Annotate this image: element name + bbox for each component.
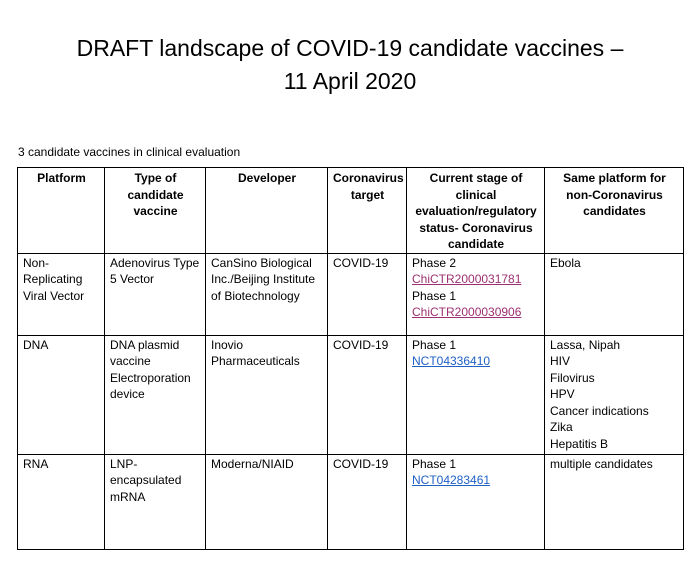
document-title [0, 32, 700, 98]
cell-platform: RNA [18, 454, 105, 549]
platform-candidate: multiple candidates [550, 456, 653, 471]
platform-candidate: Cancer indications [550, 403, 649, 418]
trial-link[interactable]: ChiCTR2000031781 [412, 272, 522, 286]
platform-candidate: Zika [550, 420, 573, 434]
cell-stage [407, 454, 545, 549]
platform-candidate: HPV [550, 387, 575, 401]
table-row [18, 335, 684, 454]
stage-phase: Phase 1 [412, 337, 457, 352]
table-caption: 3 candidate vaccines in clinical evaluation [18, 145, 241, 159]
header-developer: Developer [206, 168, 328, 254]
cell-developer: CanSino Biological Inc./Beijing Institute of Biotechnology [206, 253, 328, 335]
trial-link[interactable]: ChiCTR2000030906 [412, 305, 522, 319]
header-stage: Current stage of clinical evaluation/regulatory status- Coronavirus candidate [407, 168, 545, 254]
platform-candidate: Filovirus [550, 370, 595, 385]
cell-platform: DNA [18, 335, 105, 454]
title-line-1: DRAFT landscape of COVID-19 candidate vaccines – [76, 35, 624, 61]
cell-same-platform [545, 335, 684, 454]
stage-phase: Phase 2 [412, 255, 457, 270]
table-row [18, 253, 684, 335]
platform-candidate: HIV [550, 354, 571, 368]
header-type: Type of candidate vaccine [105, 168, 206, 254]
header-same-platform: Same platform for non-Coronavirus candidates [545, 168, 684, 254]
stage-phase: Phase 1 [412, 456, 457, 471]
trial-link[interactable]: NCT04283461 [412, 473, 491, 487]
platform-candidate: Lassa, Nipah [550, 337, 621, 352]
vaccine-table [17, 167, 684, 550]
title-line-2: 11 April 2020 [283, 68, 417, 94]
cell-developer: Moderna/NIAID [206, 454, 328, 549]
cell-type: Adenovirus Type 5 Vector [105, 253, 206, 335]
cell-stage [407, 253, 545, 335]
stage-phase: Phase 1 [412, 288, 457, 303]
cell-platform: Non-Replicating Viral Vector [18, 253, 105, 335]
platform-candidate: Hepatitis B [550, 436, 609, 451]
header-platform: Platform [18, 168, 105, 254]
cell-type: DNA plasmid vaccine Electroporation device [105, 335, 206, 454]
cell-same-platform [545, 253, 684, 335]
cell-type: LNP-encapsulated mRNA [105, 454, 206, 549]
trial-link[interactable]: NCT04336410 [412, 354, 491, 368]
table-row [18, 454, 684, 549]
platform-candidate: Ebola [550, 255, 581, 270]
cell-target: COVID-19 [328, 454, 407, 549]
header-target: Coronavirus target [328, 168, 407, 254]
table-header-row [18, 168, 684, 254]
cell-same-platform [545, 454, 684, 549]
cell-target: COVID-19 [328, 335, 407, 454]
cell-developer: Inovio Pharmaceuticals [206, 335, 328, 454]
cell-stage [407, 335, 545, 454]
cell-target: COVID-19 [328, 253, 407, 335]
